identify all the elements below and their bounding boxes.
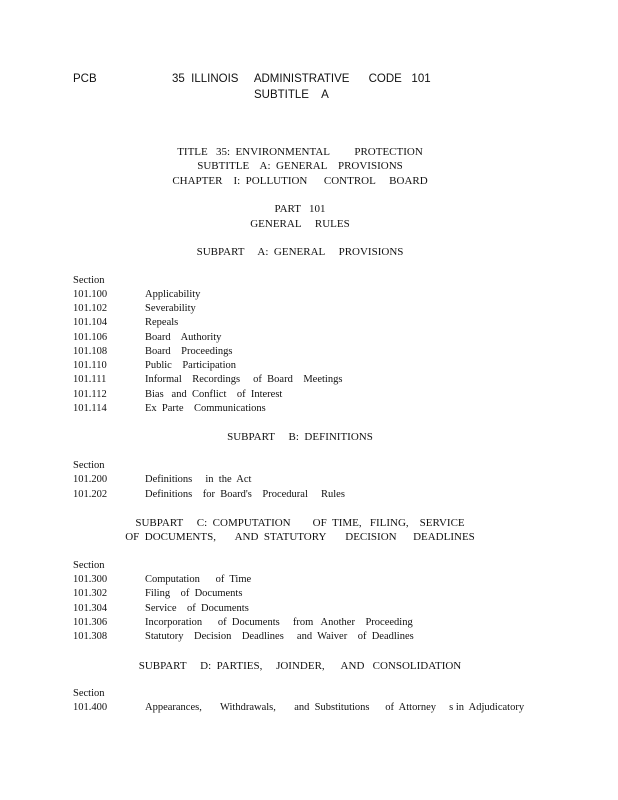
- section-title: Board Proceedings: [145, 346, 233, 357]
- section-title: Informal Recordings of Board Meetings: [145, 374, 343, 385]
- section-number: 101.200: [73, 474, 108, 485]
- section-label: Section: [73, 460, 105, 471]
- section-number: 101.106: [73, 332, 108, 343]
- section-number: 101.102: [73, 303, 108, 314]
- section-title: Filing of Documents: [145, 588, 243, 599]
- section-title: Definitions in the Act: [145, 474, 252, 485]
- section-row: [73, 317, 553, 331]
- part-name-line: GENERAL RULES: [250, 218, 350, 230]
- section-number: 101.114: [73, 403, 107, 414]
- section-row: [73, 374, 553, 388]
- section-title: Ex Parte Communications: [145, 403, 266, 414]
- header-subtitle: SUBTITLE A: [254, 89, 329, 101]
- section-title: Severability: [145, 303, 196, 314]
- section-title: Applicability: [145, 289, 201, 300]
- section-row: [73, 303, 553, 317]
- subtitle-line: SUBTITLE A: GENERAL PROVISIONS: [197, 160, 403, 172]
- subpart-c-heading-line1: SUBPART C: COMPUTATION OF TIME, FILING, SERVICE: [135, 517, 465, 529]
- section-number: 101.302: [73, 588, 108, 599]
- section-title: Public Participation: [145, 360, 236, 371]
- section-number: 101.306: [73, 617, 108, 628]
- section-number: 101.300: [73, 574, 108, 585]
- chapter-line: CHAPTER I: POLLUTION CONTROL BOARD: [172, 175, 428, 187]
- section-row: [73, 574, 553, 588]
- section-number: 101.108: [73, 346, 108, 357]
- section-title: Bias and Conflict of Interest: [145, 389, 283, 400]
- section-number: 101.304: [73, 603, 108, 614]
- section-label: Section: [73, 560, 105, 571]
- section-row: [73, 332, 553, 346]
- part-line: PART 101: [274, 203, 326, 215]
- section-row: [73, 474, 553, 488]
- section-row: [73, 603, 553, 617]
- section-number: 101.112: [73, 389, 107, 400]
- section-title: Service of Documents: [145, 603, 249, 614]
- section-row: [73, 346, 553, 360]
- section-row: [73, 360, 553, 374]
- section-title: Board Authority: [145, 332, 222, 343]
- header-left: PCB: [73, 73, 97, 85]
- section-number: 101.202: [73, 489, 108, 500]
- section-row: [73, 403, 553, 417]
- section-number: 101.100: [73, 289, 108, 300]
- section-number: 101.110: [73, 360, 107, 371]
- section-label: Section: [73, 275, 105, 286]
- section-label: Section: [73, 688, 105, 699]
- subpart-a-heading: SUBPART A: GENERAL PROVISIONS: [196, 246, 404, 258]
- subpart-b-heading: SUBPART B: DEFINITIONS: [227, 431, 373, 443]
- section-row: [73, 631, 553, 645]
- section-number: 101.308: [73, 631, 108, 642]
- section-row: [73, 617, 553, 631]
- section-title: Computation of Time: [145, 574, 252, 585]
- section-row: [73, 588, 553, 602]
- subpart-d-heading: SUBPART D: PARTIES, JOINDER, AND CONSOLIDATION: [138, 660, 462, 672]
- section-number: 101.400: [73, 702, 108, 713]
- section-row: [73, 389, 553, 403]
- title-line: TITLE 35: ENVIRONMENTAL PROTECTION: [177, 146, 423, 158]
- section-row: [73, 702, 553, 716]
- subpart-c-heading-line2: OF DOCUMENTS, AND STATUTORY DECISION DEADLINES: [125, 531, 475, 543]
- section-number: 101.104: [73, 317, 108, 328]
- section-row: [73, 489, 553, 503]
- section-title: Incorporation of Documents from Another Proceeding: [145, 617, 413, 628]
- section-number: 101.111: [73, 374, 107, 385]
- section-title: Repeals: [145, 317, 179, 328]
- header-code: 35 ILLINOIS ADMINISTRATIVE CODE 101: [172, 73, 431, 85]
- section-title: Statutory Decision Deadlines and Waiver of Deadlines: [145, 631, 414, 642]
- section-row: [73, 289, 553, 303]
- section-title: Definitions for Board's Procedural Rules: [145, 489, 345, 500]
- section-title: Appearances, Withdrawals, and Substitutions of Attorney s in Adjudicatory: [145, 702, 525, 713]
